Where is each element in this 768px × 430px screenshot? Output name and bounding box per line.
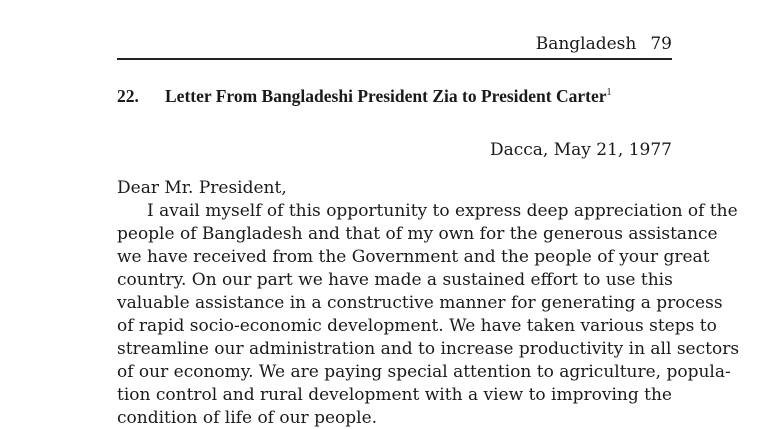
paragraph-line: country. On our part we have made a sustained effort to use this — [117, 270, 673, 290]
document-title: Letter From Bangladeshi President Zia to President Carter — [165, 86, 607, 106]
paragraph-line: condition of life of our people. — [117, 408, 378, 428]
document-number: 22. — [117, 86, 139, 106]
paragraph-line: we have received from the Government and the people of your great — [117, 247, 710, 267]
document-page — [117, 0, 740, 428]
document-heading — [117, 84, 672, 108]
header-rule — [117, 58, 672, 60]
paragraph-line: tion control and rural development with a view to improving the — [117, 385, 672, 405]
footnote-reference: 1 — [606, 87, 612, 99]
dateline: Dacca, May 21, 1977 — [489, 140, 672, 160]
running-head — [117, 32, 672, 56]
running-head-country: Bangladesh — [535, 34, 637, 54]
paragraph-line: people of Bangladesh and that of my own for the generous assistance — [117, 224, 718, 244]
paragraph-line: streamline our administration and to increase productivity in all sectors — [117, 339, 740, 359]
paragraph-line: valuable assistance in a constructive manner for generating a process — [117, 293, 723, 313]
paragraph-line: of rapid socio-economic development. We have taken various steps to — [117, 316, 717, 336]
paragraph-line: of our economy. We are paying special attention to agriculture, popula- — [117, 362, 731, 382]
salutation: Dear Mr. President, — [117, 178, 287, 198]
page-number: 79 — [650, 34, 672, 54]
letter-paragraph — [117, 200, 740, 430]
paragraph-line: I avail myself of this opportunity to express deep appreciation of the — [147, 201, 738, 221]
